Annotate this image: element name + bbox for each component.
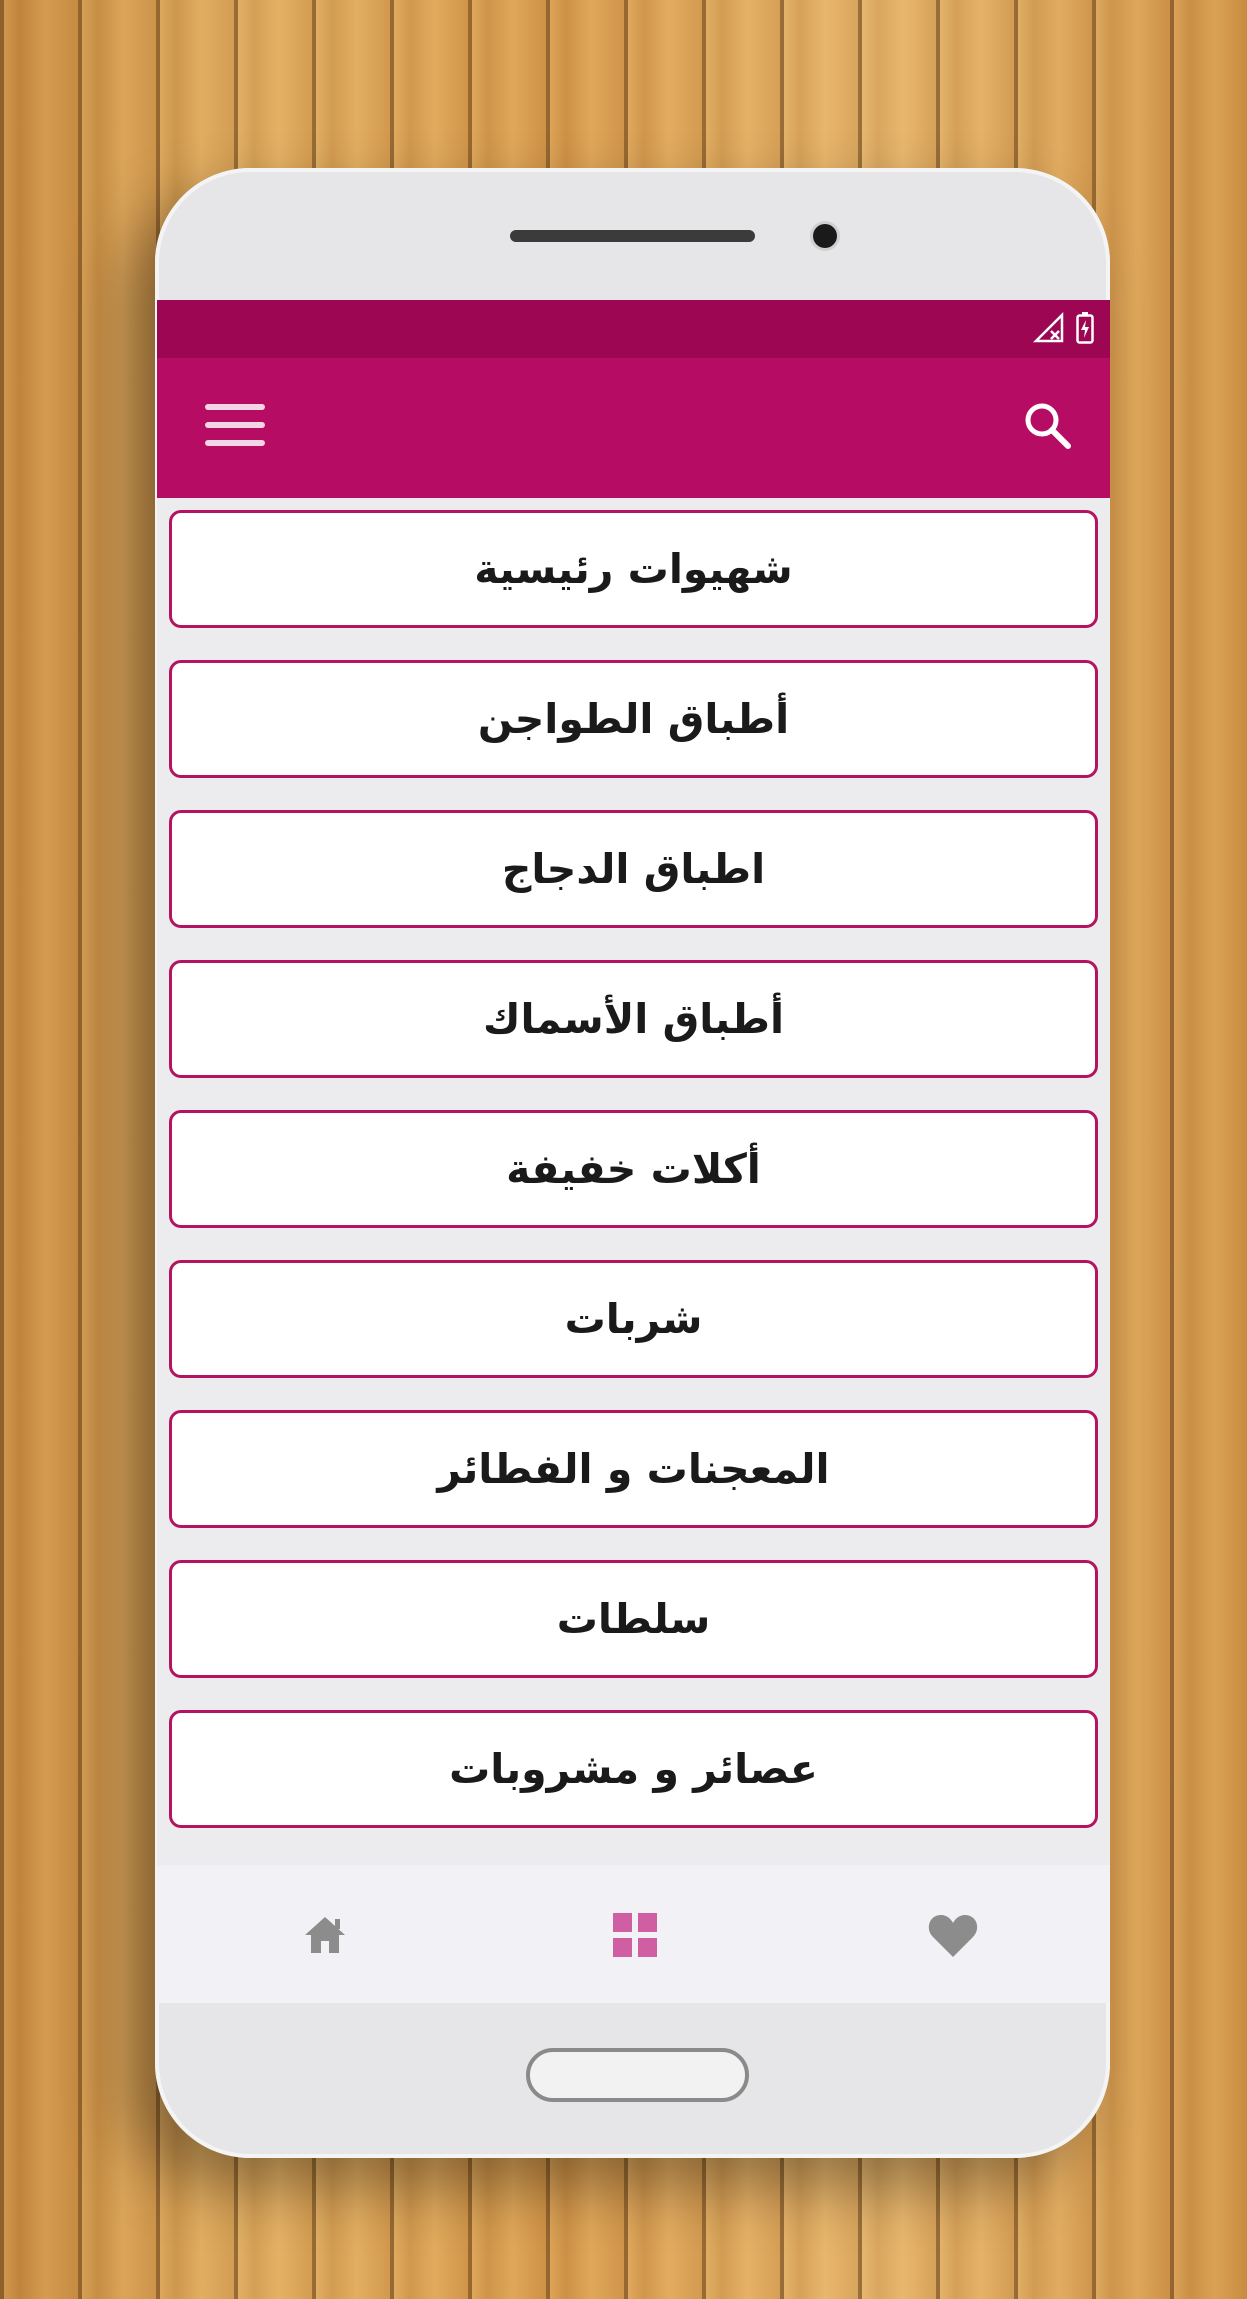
battery-charging-icon [1076, 312, 1094, 344]
category-item[interactable]: أطباق الأسماك [169, 960, 1098, 1078]
category-item[interactable]: شهيوات رئيسية [169, 510, 1098, 628]
phone-speaker [510, 230, 755, 242]
phone-frame [155, 168, 1110, 2158]
grid-icon[interactable] [607, 1907, 663, 1963]
category-item[interactable]: أكلات خفيفة [169, 1110, 1098, 1228]
app-screen [157, 300, 1110, 2003]
category-item[interactable]: أطباق الطواجن [169, 660, 1098, 778]
bottom-navigation [157, 1865, 1110, 2003]
category-item[interactable]: عصائر و مشروبات [169, 1710, 1098, 1828]
status-bar [157, 300, 1110, 358]
category-item[interactable]: شربات [169, 1260, 1098, 1378]
signal-off-icon [1034, 313, 1064, 343]
category-item[interactable]: المعجنات و الفطائر [169, 1410, 1098, 1528]
heart-icon[interactable] [925, 1907, 981, 1963]
home-icon[interactable] [297, 1907, 353, 1963]
category-item[interactable]: اطباق الدجاج [169, 810, 1098, 928]
category-list [169, 510, 1098, 1793]
phone-home-button [526, 2048, 749, 2102]
phone-camera [813, 224, 837, 248]
hamburger-menu-icon[interactable] [205, 404, 265, 450]
category-item[interactable]: سلطات [169, 1560, 1098, 1678]
search-icon[interactable] [1020, 398, 1076, 454]
app-toolbar [157, 358, 1110, 498]
